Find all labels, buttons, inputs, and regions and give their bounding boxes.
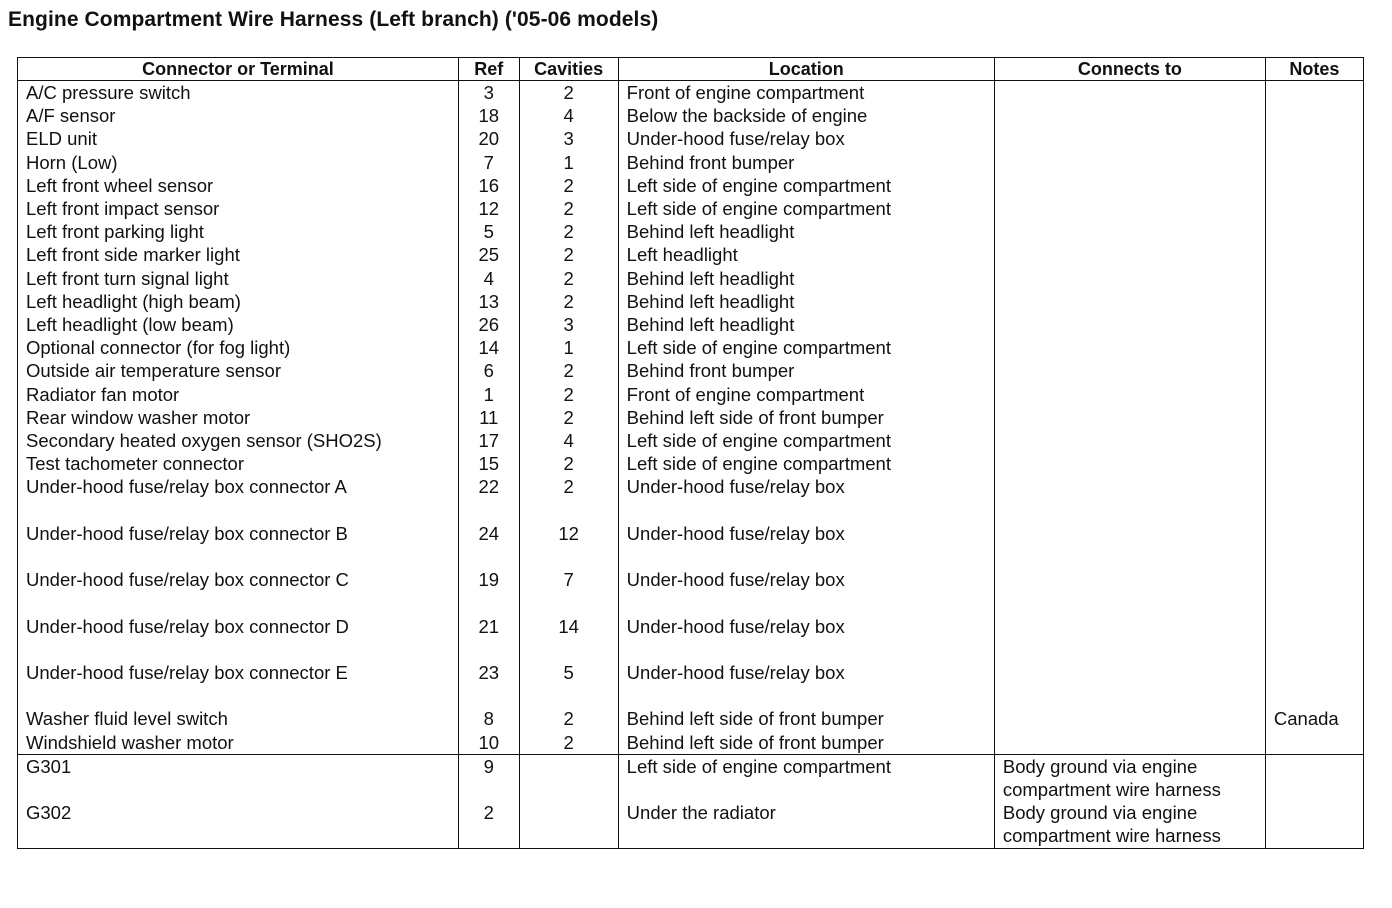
cell-ref: 1	[458, 383, 519, 406]
cell-notes	[1265, 475, 1363, 498]
cell-connects-to	[994, 406, 1265, 429]
cell-location: Left side of engine compartment	[618, 754, 994, 801]
row-spacer	[18, 545, 1364, 568]
cell-ref: 8	[458, 707, 519, 730]
cell-notes	[1265, 104, 1363, 127]
table-row	[18, 568, 1364, 591]
cell-location: Behind left side of front bumper	[618, 406, 994, 429]
cell-cavities: 2	[519, 707, 618, 730]
cell-connects-to	[994, 81, 1265, 105]
cell-connects-to	[994, 104, 1265, 127]
table-row	[18, 290, 1364, 313]
table-row	[18, 429, 1364, 452]
cell-notes	[1265, 615, 1363, 638]
cell-cavities: 2	[519, 383, 618, 406]
table-row	[18, 661, 1364, 684]
cell-location: Behind front bumper	[618, 151, 994, 174]
cell-ref: 22	[458, 475, 519, 498]
cell-cavities	[519, 801, 618, 848]
cell-cavities: 2	[519, 475, 618, 498]
cell-notes	[1265, 731, 1363, 755]
cell-ref: 4	[458, 267, 519, 290]
table-row	[18, 406, 1364, 429]
cell-cavities: 2	[519, 243, 618, 266]
cell-ref: 20	[458, 127, 519, 150]
cell-connector: Windshield washer motor	[18, 731, 459, 755]
cell-cavities: 3	[519, 313, 618, 336]
cell-cavities: 2	[519, 731, 618, 755]
cell-location: Left side of engine compartment	[618, 197, 994, 220]
cell-location: Behind left headlight	[618, 313, 994, 336]
cell-connector: Under-hood fuse/relay box connector B	[18, 522, 459, 545]
ground-row	[18, 801, 1364, 848]
cell-notes	[1265, 243, 1363, 266]
cell-connector: Left headlight (low beam)	[18, 313, 459, 336]
table-row	[18, 151, 1364, 174]
header-cavities: Cavities	[519, 58, 618, 81]
cell-ref: 13	[458, 290, 519, 313]
cell-ref: 2	[458, 801, 519, 848]
cell-location: Under-hood fuse/relay box	[618, 661, 994, 684]
cell-location: Left side of engine compartment	[618, 429, 994, 452]
cell-connector: Under-hood fuse/relay box connector C	[18, 568, 459, 591]
cell-location: Behind front bumper	[618, 359, 994, 382]
table-row	[18, 267, 1364, 290]
cell-connects-to	[994, 197, 1265, 220]
cell-notes: Canada	[1265, 707, 1363, 730]
cell-cavities: 2	[519, 267, 618, 290]
header-ref: Ref	[458, 58, 519, 81]
cell-connects-to	[994, 267, 1265, 290]
cell-cavities: 14	[519, 615, 618, 638]
cell-connector: Left front parking light	[18, 220, 459, 243]
cell-connector: Secondary heated oxygen sensor (SHO2S)	[18, 429, 459, 452]
cell-notes	[1265, 429, 1363, 452]
row-spacer	[18, 591, 1364, 614]
cell-notes	[1265, 197, 1363, 220]
table-row	[18, 731, 1364, 755]
cell-ref: 19	[458, 568, 519, 591]
cell-cavities: 2	[519, 452, 618, 475]
header-connects-to: Connects to	[994, 58, 1265, 81]
table-row	[18, 81, 1364, 105]
cell-ref: 6	[458, 359, 519, 382]
cell-notes	[1265, 174, 1363, 197]
table-row	[18, 383, 1364, 406]
cell-notes	[1265, 267, 1363, 290]
cell-cavities: 2	[519, 359, 618, 382]
cell-connector: Under-hood fuse/relay box connector D	[18, 615, 459, 638]
cell-connects-to	[994, 313, 1265, 336]
cell-location: Left side of engine compartment	[618, 174, 994, 197]
cell-connector: Rear window washer motor	[18, 406, 459, 429]
cell-connects-to	[994, 615, 1265, 638]
cell-ref: 15	[458, 452, 519, 475]
cell-ref: 21	[458, 615, 519, 638]
cell-notes	[1265, 359, 1363, 382]
table-row	[18, 313, 1364, 336]
cell-connects-to	[994, 452, 1265, 475]
cell-notes	[1265, 151, 1363, 174]
cell-notes	[1265, 522, 1363, 545]
cell-ref: 23	[458, 661, 519, 684]
cell-cavities: 2	[519, 290, 618, 313]
cell-connector: ELD unit	[18, 127, 459, 150]
cell-location: Behind left side of front bumper	[618, 731, 994, 755]
cell-cavities: 2	[519, 406, 618, 429]
table-row	[18, 220, 1364, 243]
table-row	[18, 243, 1364, 266]
cell-ref: 5	[458, 220, 519, 243]
row-spacer	[18, 638, 1364, 661]
cell-cavities: 2	[519, 197, 618, 220]
table-row	[18, 127, 1364, 150]
cell-connector: Left front turn signal light	[18, 267, 459, 290]
cell-location: Behind left headlight	[618, 220, 994, 243]
harness-table	[17, 57, 1364, 849]
cell-notes	[1265, 127, 1363, 150]
cell-cavities: 2	[519, 81, 618, 105]
row-spacer	[18, 684, 1364, 707]
cell-ref: 11	[458, 406, 519, 429]
cell-connects-to	[994, 336, 1265, 359]
cell-location: Under-hood fuse/relay box	[618, 127, 994, 150]
cell-connector: Optional connector (for fog light)	[18, 336, 459, 359]
cell-ref: 26	[458, 313, 519, 336]
cell-cavities: 12	[519, 522, 618, 545]
cell-notes	[1265, 406, 1363, 429]
row-spacer	[18, 499, 1364, 522]
cell-connects-to	[994, 151, 1265, 174]
cell-ref: 7	[458, 151, 519, 174]
cell-ref: 16	[458, 174, 519, 197]
cell-location: Left side of engine compartment	[618, 452, 994, 475]
cell-connector: Left headlight (high beam)	[18, 290, 459, 313]
cell-connects-to	[994, 475, 1265, 498]
cell-location: Front of engine compartment	[618, 81, 994, 105]
cell-cavities: 1	[519, 151, 618, 174]
header-location: Location	[618, 58, 994, 81]
cell-notes	[1265, 452, 1363, 475]
table-row	[18, 707, 1364, 730]
cell-location: Left headlight	[618, 243, 994, 266]
cell-notes	[1265, 220, 1363, 243]
cell-connects-to	[994, 522, 1265, 545]
cell-location: Under-hood fuse/relay box	[618, 568, 994, 591]
cell-notes	[1265, 754, 1363, 801]
cell-location: Front of engine compartment	[618, 383, 994, 406]
cell-connects-to	[994, 359, 1265, 382]
cell-ref: 9	[458, 754, 519, 801]
cell-connector: Outside air temperature sensor	[18, 359, 459, 382]
cell-connector: Left front wheel sensor	[18, 174, 459, 197]
cell-connector: G301	[18, 754, 459, 801]
cell-ref: 14	[458, 336, 519, 359]
cell-notes	[1265, 313, 1363, 336]
cell-location: Behind left headlight	[618, 267, 994, 290]
cell-connector: Radiator fan motor	[18, 383, 459, 406]
table-row	[18, 197, 1364, 220]
cell-notes	[1265, 801, 1363, 848]
table-row	[18, 475, 1364, 498]
cell-connects-to	[994, 174, 1265, 197]
table-row	[18, 174, 1364, 197]
cell-connector: Under-hood fuse/relay box connector A	[18, 475, 459, 498]
cell-connects-to	[994, 220, 1265, 243]
cell-connector: Horn (Low)	[18, 151, 459, 174]
cell-connector: Left front impact sensor	[18, 197, 459, 220]
table-row	[18, 336, 1364, 359]
page-title: Engine Compartment Wire Harness (Left branch) ('05-06 models)	[8, 8, 659, 31]
cell-ref: 24	[458, 522, 519, 545]
cell-cavities: 4	[519, 104, 618, 127]
cell-connects-to	[994, 429, 1265, 452]
cell-connector: Left front side marker light	[18, 243, 459, 266]
table-row	[18, 522, 1364, 545]
cell-connects-to	[994, 707, 1265, 730]
ground-row	[18, 754, 1364, 801]
cell-cavities: 7	[519, 568, 618, 591]
cell-connects-to	[994, 661, 1265, 684]
table-row	[18, 359, 1364, 382]
cell-cavities: 2	[519, 174, 618, 197]
cell-notes	[1265, 290, 1363, 313]
cell-notes	[1265, 661, 1363, 684]
cell-connector: Test tachometer connector	[18, 452, 459, 475]
cell-ref: 3	[458, 81, 519, 105]
cell-notes	[1265, 336, 1363, 359]
cell-cavities: 2	[519, 220, 618, 243]
cell-notes	[1265, 383, 1363, 406]
cell-cavities: 4	[519, 429, 618, 452]
cell-connects-to: Body ground via engine compartment wire harness	[994, 801, 1265, 848]
header-notes: Notes	[1265, 58, 1363, 81]
cell-connects-to: Body ground via engine compartment wire harness	[994, 754, 1265, 801]
table-row	[18, 452, 1364, 475]
cell-connects-to	[994, 383, 1265, 406]
cell-location: Behind left side of front bumper	[618, 707, 994, 730]
header-connector: Connector or Terminal	[18, 58, 459, 81]
cell-location: Below the backside of engine	[618, 104, 994, 127]
cell-notes	[1265, 81, 1363, 105]
cell-location: Under-hood fuse/relay box	[618, 522, 994, 545]
table-row	[18, 104, 1364, 127]
cell-ref: 17	[458, 429, 519, 452]
table-row	[18, 615, 1364, 638]
cell-connector: A/F sensor	[18, 104, 459, 127]
cell-location: Under the radiator	[618, 801, 994, 848]
cell-connects-to	[994, 731, 1265, 755]
cell-cavities: 1	[519, 336, 618, 359]
cell-cavities: 5	[519, 661, 618, 684]
cell-connects-to	[994, 243, 1265, 266]
cell-location: Under-hood fuse/relay box	[618, 615, 994, 638]
cell-location: Behind left headlight	[618, 290, 994, 313]
cell-connector: Under-hood fuse/relay box connector E	[18, 661, 459, 684]
cell-ref: 25	[458, 243, 519, 266]
header-row	[18, 58, 1364, 81]
cell-ref: 18	[458, 104, 519, 127]
cell-cavities	[519, 754, 618, 801]
cell-connects-to	[994, 290, 1265, 313]
cell-connector: G302	[18, 801, 459, 848]
cell-connects-to	[994, 127, 1265, 150]
cell-ref: 12	[458, 197, 519, 220]
cell-cavities: 3	[519, 127, 618, 150]
cell-connector: Washer fluid level switch	[18, 707, 459, 730]
cell-ref: 10	[458, 731, 519, 755]
cell-connector: A/C pressure switch	[18, 81, 459, 105]
cell-connects-to	[994, 568, 1265, 591]
cell-notes	[1265, 568, 1363, 591]
cell-location: Left side of engine compartment	[618, 336, 994, 359]
cell-location: Under-hood fuse/relay box	[618, 475, 994, 498]
